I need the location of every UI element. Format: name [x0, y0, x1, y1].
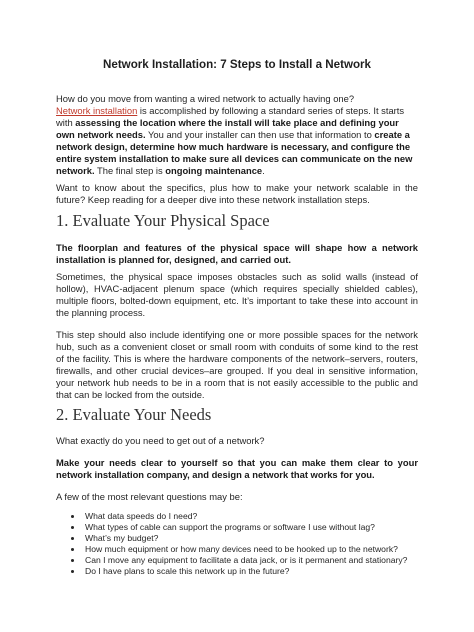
- intro-text-a: is accomplished by following a standard series of steps. It starts with: [56, 105, 405, 128]
- section-2-lead-wrap: [56, 457, 418, 481]
- section-1-lead-wrap: [56, 242, 418, 266]
- intro-paragraph: [56, 93, 418, 177]
- intro-paragraph-2: Want to know about the specifics, plus how to make your network scalable in the future? Keep reading for a deeper dive into these network installation steps.: [56, 182, 418, 205]
- list-item: • What data speeds do I need?: [83, 511, 418, 522]
- intro-text-c: The final step is: [94, 165, 166, 176]
- section-1-p1-wrap: [56, 271, 418, 319]
- intro-bold-b: create a network design, determine how much hardware is necessary, and configure the entire system installation to make sure all devices can communicate on the new network.: [56, 129, 413, 176]
- list-item: • Do I have plans to scale this network up in the future?: [83, 566, 418, 577]
- section-2-p1-wrap: [56, 435, 418, 447]
- section-2-paragraph-1: What exactly do you need to get out of a network?: [56, 435, 265, 446]
- intro-text-b: You and your installer can then use that information to: [145, 129, 375, 140]
- section-2-paragraph-2: A few of the most relevant questions may be:: [56, 491, 243, 502]
- section-2-heading: 2. Evaluate Your Needs: [56, 405, 212, 424]
- section-1-lead: The floorplan and features of the physical space will shape how a network installation is planned for, designed, and carried out.: [56, 242, 418, 265]
- page-title: Network Installation: 7 Steps to Install a Network: [103, 58, 371, 71]
- list-item: • What’s my budget?: [83, 533, 418, 544]
- section-1-paragraph-2: This step should also include identifying one or more possible spaces for the network hub, such as a convenient closet or small room with conduits of some kind to the rest of the facility. This is where the hardware components of the network–servers, routers, firewalls, and other crucial devices–are grouped. If you deal in sensitive information, your network hub needs to be in a room that is not easily accessible to the public and that can be locked from the outside.: [56, 329, 418, 400]
- network-installation-link[interactable]: Network installation: [56, 105, 138, 116]
- questions-list-wrap: [56, 511, 418, 577]
- questions-list: [56, 511, 418, 577]
- intro-text-d: .: [262, 165, 265, 176]
- intro-section: [56, 93, 418, 177]
- section-2-lead: Make your needs clear to yourself so that you can make them clear to your network installation company, and design a network that works for you.: [56, 457, 418, 480]
- intro-question: How do you move from wanting a wired network to actually having one?: [56, 93, 355, 104]
- section-1-p2-wrap: [56, 329, 418, 401]
- intro-bold-a: assessing the location where the install will take place and defining your own network needs.: [56, 117, 399, 140]
- section-1-paragraph-1: Sometimes, the physical space imposes obstacles such as solid walls (instead of hollow), HVAC-adjacent plenum space (which requires specially shielded cables), multiple floors, bolted-down equipment, etc. It’s important to take these into account in the planning process.: [56, 271, 418, 318]
- section-2-p2-wrap: [56, 491, 418, 503]
- list-item: • How much equipment or how many devices need to be hooked up to the network?: [83, 544, 418, 555]
- intro-bold-c: ongoing maintenance: [165, 165, 263, 176]
- section-1-heading: 1. Evaluate Your Physical Space: [56, 211, 270, 230]
- list-item: • What types of cable can support the programs or software I use without lag?: [83, 522, 418, 533]
- section-2-heading-wrap: [56, 405, 418, 425]
- intro-paragraph-2-wrap: [56, 182, 418, 206]
- list-item: • Can I move any equipment to facilitate a data jack, or is it permanent and stationary?: [83, 555, 418, 566]
- section-1-heading-wrap: [56, 211, 418, 231]
